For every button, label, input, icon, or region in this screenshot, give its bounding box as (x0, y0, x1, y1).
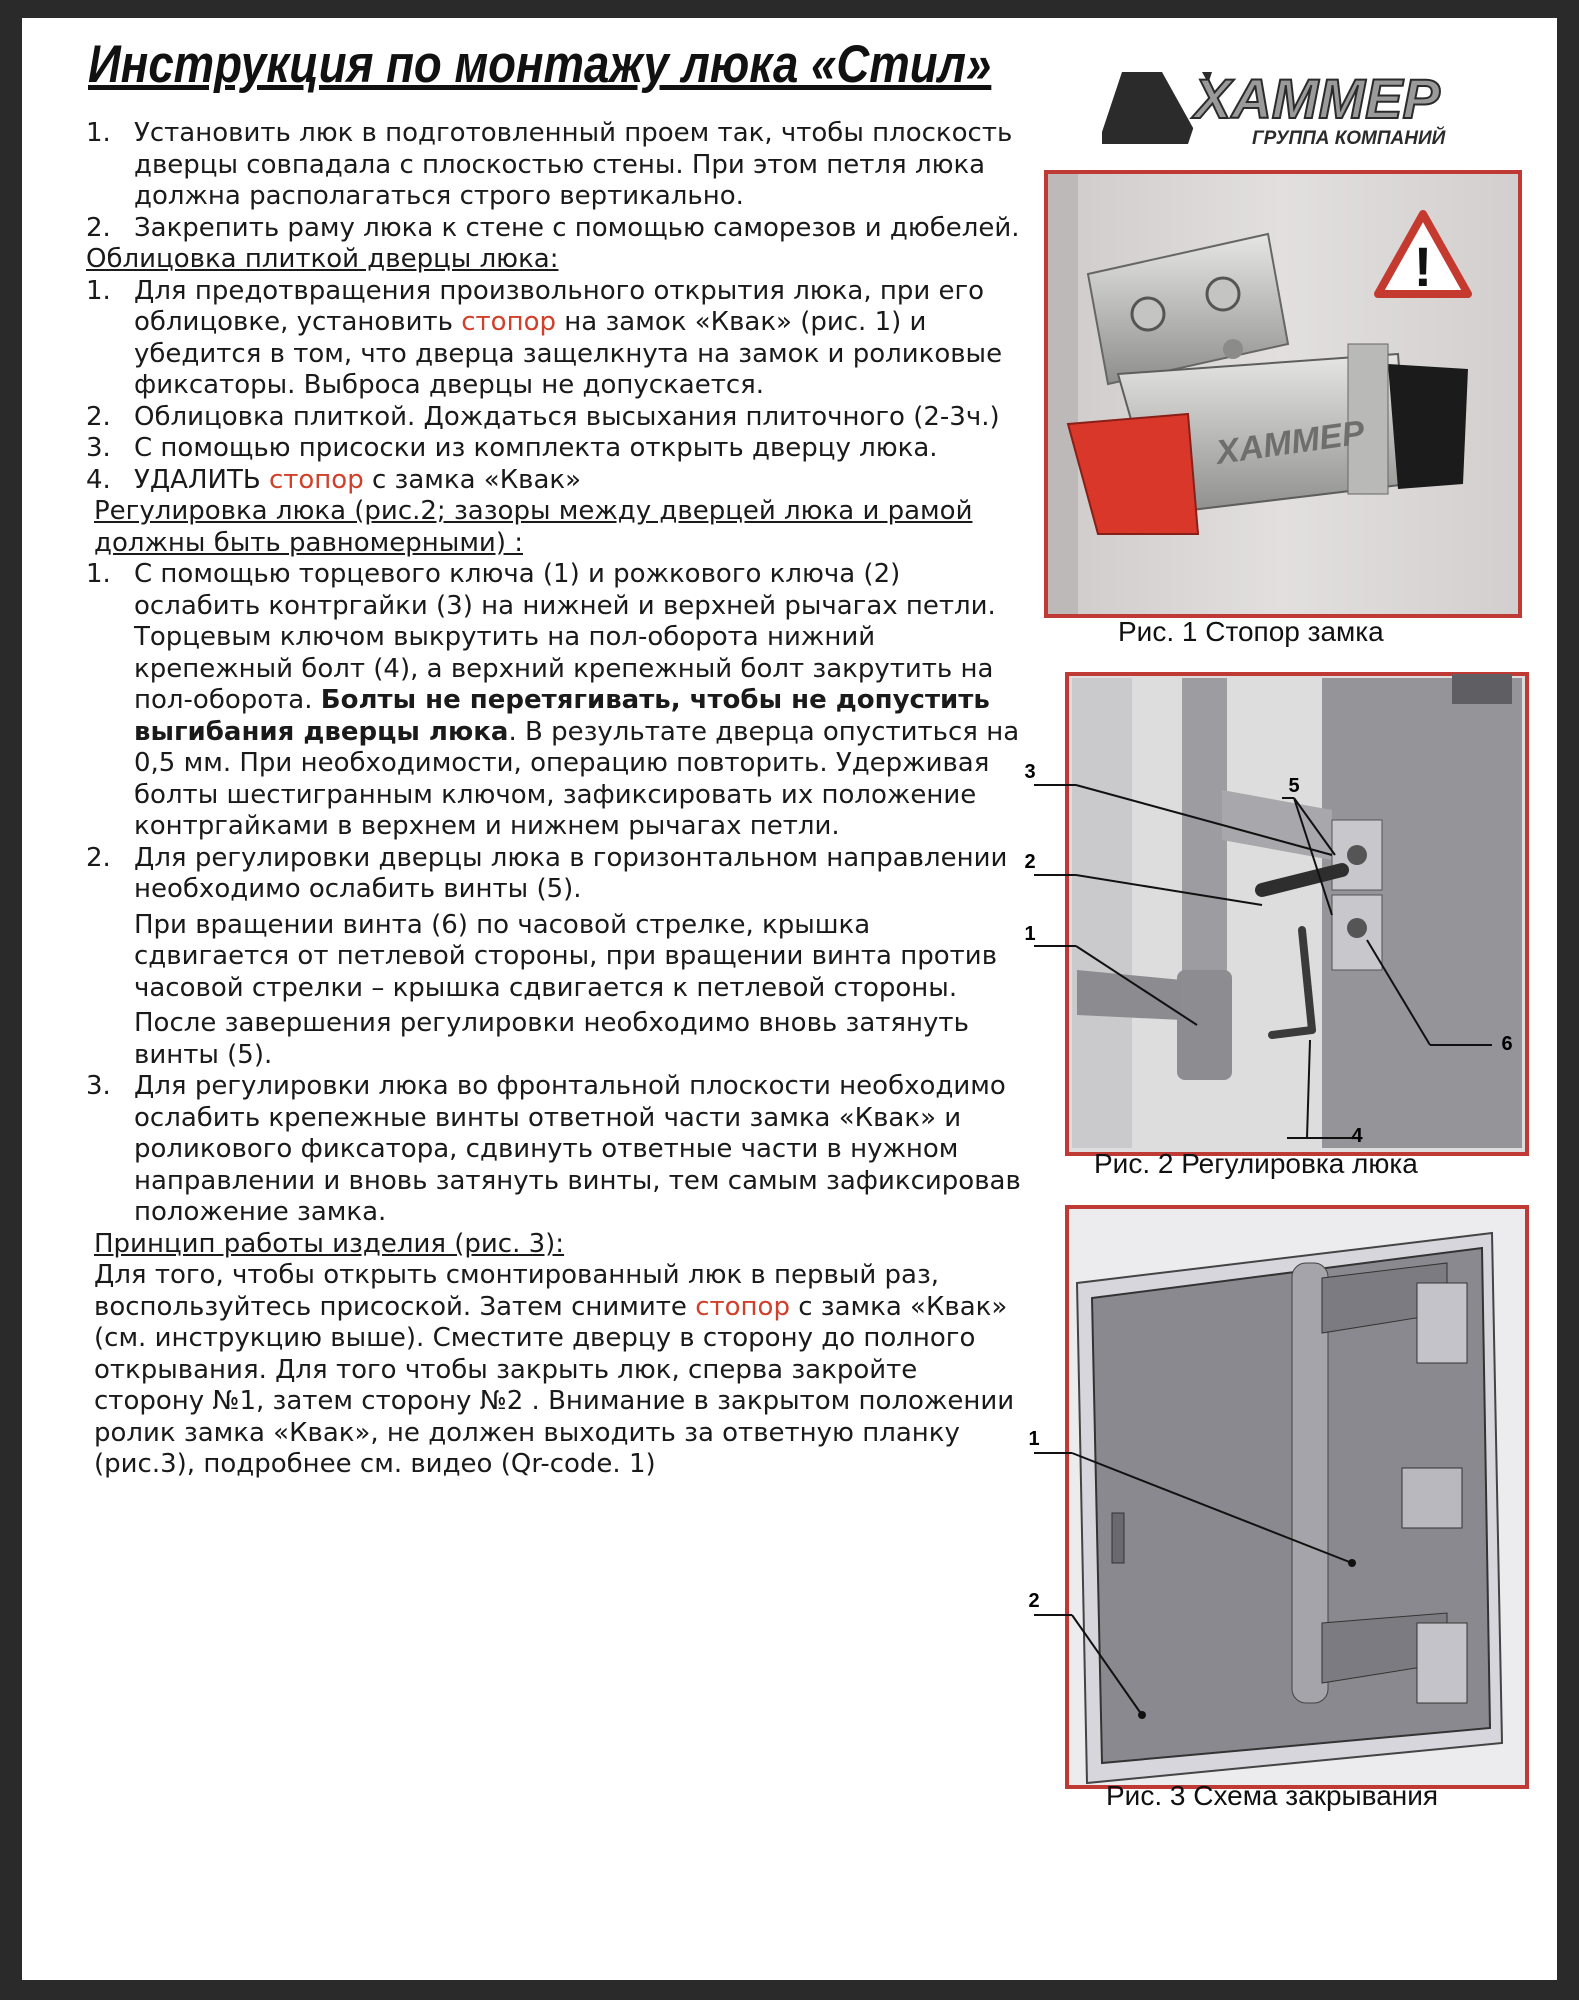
principle-text (86, 1260, 1026, 1481)
label-1: 1 (1028, 1428, 1040, 1450)
figure-3-caption: Рис. 3 Схема закрывания (1106, 1780, 1439, 1811)
step-paragraph: После завершения регулировки необходимо вновь затянуть винты (5). (134, 1008, 969, 1070)
hammer-logo (1102, 54, 1482, 154)
step-text: . В результате дверца опуститься на 0,5 мм. При необходимости, операцию повторить. Удерживая болты шестигранным ключом, зафиксировать их положение контргайками в верхнем и нижнем рычагах петли. (134, 716, 1020, 841)
figure-2-caption: Рис. 2 Регулировка люка (1094, 1148, 1418, 1179)
step-text: С помощью присоски из комплекта открыть дверцу люка. (134, 433, 938, 463)
tiling-heading: Облицовка плиткой дверцы люка: (86, 244, 559, 274)
step-number: 3. (86, 1071, 111, 1101)
tiling-step (86, 465, 1026, 497)
instruction-sheet (22, 18, 1557, 1980)
step-text: Облицовка плиткой. Дождаться высыхания плиточного (2-3ч.) (134, 401, 1000, 432)
stopper-highlight: стопор (695, 1291, 790, 1322)
principle-text-part: Для того, чтобы открыть смонтированный люк в первый раз, воспользуйтесь присоской. Затем снимите (94, 1260, 940, 1322)
instructions-text (86, 118, 1026, 1481)
step-paragraph: При вращении винта (6) по часовой стрелке, крышка сдвигается от петлевой стороны, при вращении винта против часовой стрелки – крышка сдвигается к петлевой стороны. (134, 909, 998, 1003)
principle-text-part: с замка «Квак» (см. инструкцию выше). Сместите дверцу в сторону до полного открывания. Для того чтобы закрыть люк, сперва закройте сторону №1, затем сторону №2 . Внимание в закрытом положении ролик замка «Квак», не должен выходить за ответную планку (рис.3), подробнее см. видео (Qr-code. 1) (94, 1291, 1015, 1479)
step-text: УДАЛИТЬ (134, 464, 269, 495)
label-6: 6 (1501, 1033, 1513, 1055)
step-number: 1. (86, 118, 111, 148)
label-2: 2 (1024, 851, 1036, 873)
label-3: 3 (1024, 761, 1036, 783)
adjust-heading: Регулировка люка (рис.2; зазоры между дверцей люка и рамой должны быть равномерными) : (94, 496, 973, 558)
stopper-highlight: стопор (268, 464, 364, 495)
step-number: 4. (86, 464, 111, 495)
label-4: 4 (1351, 1125, 1363, 1147)
logo-subtitle: ГРУППА КОМПАНИЙ (1252, 128, 1446, 149)
adjust-step (86, 559, 1026, 843)
lock-stopper-illustration (1048, 174, 1518, 614)
step-text: Установить люк в подготовленный проем так, чтобы плоскость дверцы совпадала с плоскостью стены. При этом петля люка должна располагаться строго вертикально. (134, 118, 1013, 211)
step-number: 2. (86, 842, 111, 873)
principle-heading: Принцип работы изделия (рис. 3): (94, 1228, 565, 1259)
install-step (86, 213, 1026, 245)
step-text: на замок «Квак» (рис. 1) и убедится в том, что дверца защелкнута на замок и роликовые фиксаторы. Выброса дверцы не допускается. (134, 307, 1003, 400)
step-number: 3. (86, 433, 111, 463)
step-number: 2. (86, 212, 111, 243)
tiling-step (86, 433, 1026, 465)
figure-2-diagram (992, 670, 1532, 1170)
bold-warning: Болты не перетягивать, чтобы не допустить выгибания дверцы люка (134, 685, 990, 747)
step-text: Закрепить раму люка к стене с помощью саморезов и дюбелей. (134, 212, 1020, 243)
tiling-step (86, 402, 1026, 434)
label-5: 5 (1288, 775, 1300, 797)
stopper-highlight: стопор (461, 307, 556, 337)
install-step (86, 118, 1026, 213)
figure-1-photo (1044, 170, 1522, 618)
step-number: 1. (86, 559, 111, 589)
step-text: с замка «Квак» (363, 464, 582, 495)
label-2: 2 (1028, 1590, 1040, 1612)
page-title: Инструкция по монтажу люка «Стил» (88, 35, 992, 94)
figure-1-caption: Рис. 1 Стопор замка (1118, 616, 1384, 647)
step-number: 2. (86, 401, 111, 432)
warning-symbol: ! (1413, 235, 1433, 298)
step-text: Для предотвращения произвольного открытия люка, при его облицовке, установить (134, 275, 985, 337)
figure-3-diagram (992, 1203, 1532, 1803)
step-text: Для регулировки люка во фронтальной плоскости необходимо ослабить крепежные винты ответной части замка «Квак» и роликового фиксатора, сдвинуть ответные части в нужном направлении и вновь затянуть винты, тем самым зафиксировав положение замка. (134, 1071, 1021, 1227)
adjust-step (86, 1071, 1026, 1229)
step-number: 1. (86, 275, 111, 306)
step-text: С помощью торцевого ключа (1) и рожкового ключа (2) ослабить контргайки (3) на нижней и верхней рычагах петли. Торцевым ключом выкрутить на пол-оборота нижний крепежный болт (4), а верхний крепежный болт закрутить на пол-оборота. (134, 559, 996, 715)
adjust-step (86, 843, 1026, 906)
logo-brand: ХАММЕР (1194, 67, 1440, 130)
label-1: 1 (1024, 923, 1036, 945)
hinge-stamp: ХАММЕР (1213, 413, 1367, 472)
step-text: Для регулировки дверцы люка в горизонтальном направлении необходимо ослабить винты (5). (134, 842, 1008, 904)
tiling-step (86, 276, 1026, 402)
